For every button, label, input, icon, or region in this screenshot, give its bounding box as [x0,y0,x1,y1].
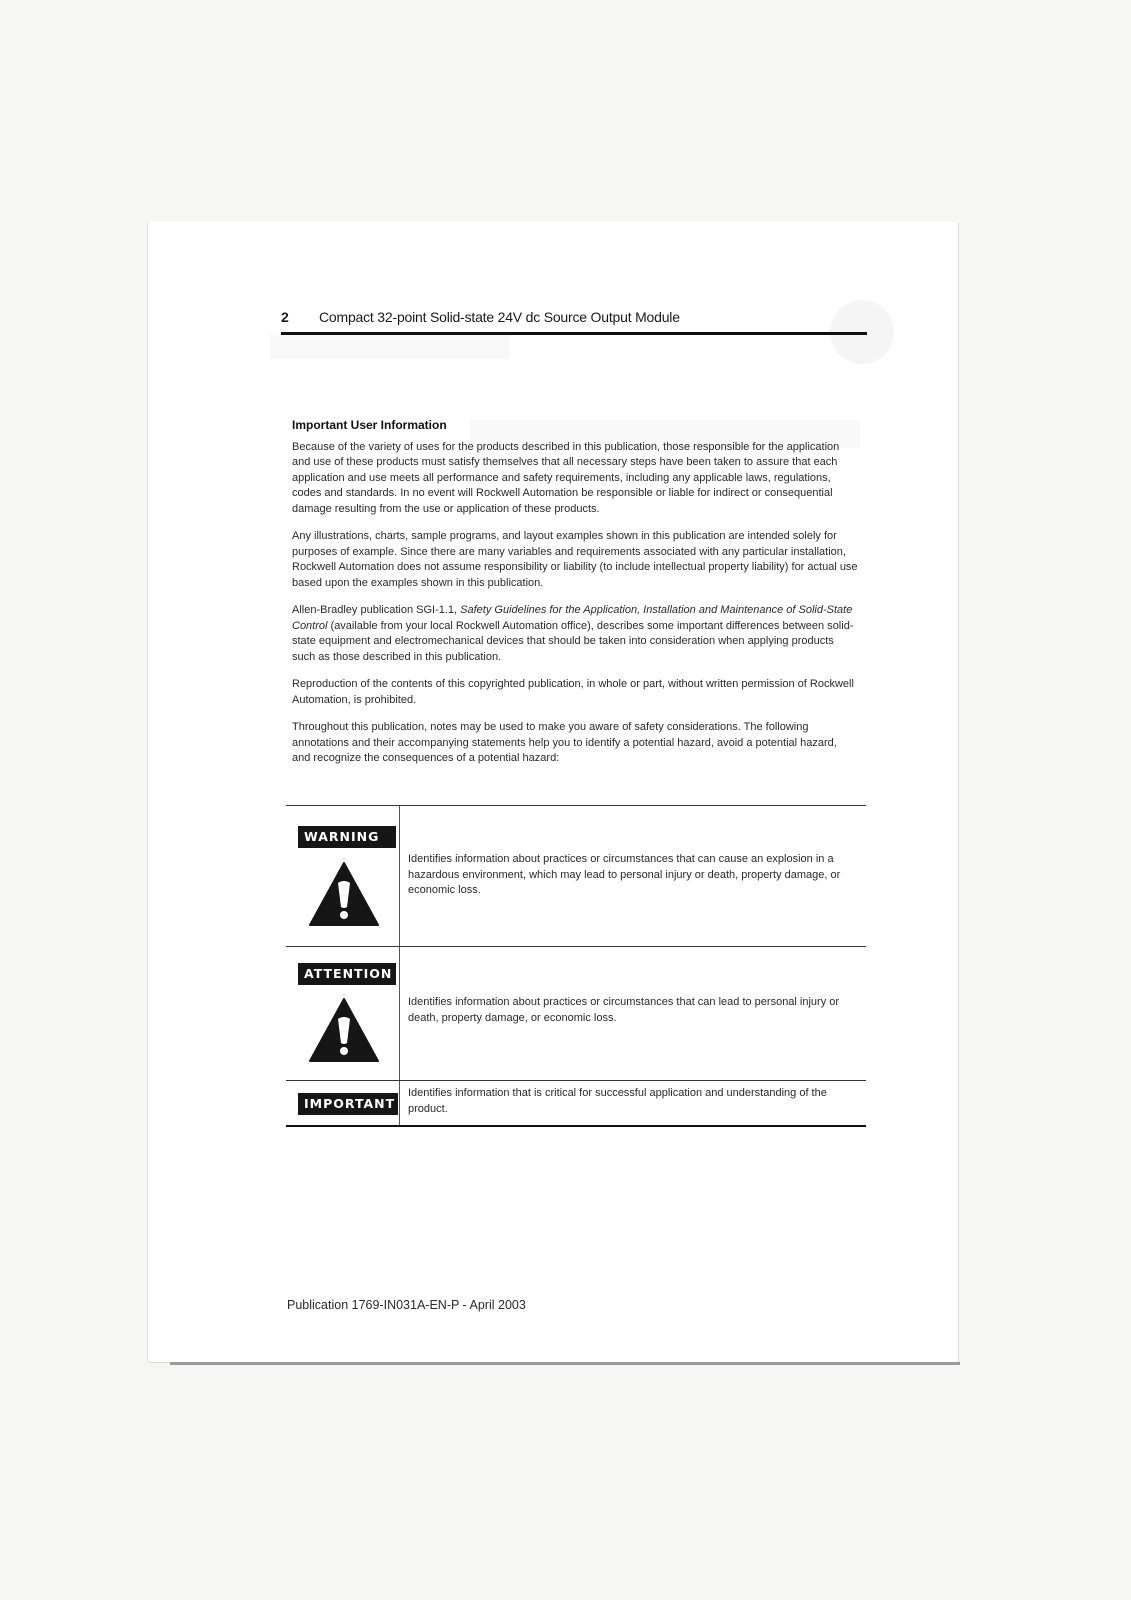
notice-table [286,805,866,1127]
document-page [148,222,958,1362]
safety-guidelines-title: Safety Guidelines for the Application, Installation and Maintenance of Solid-State Control [292,604,853,632]
warning-text: Identifies information about practices or circumstances that can cause an explosion in a hazardous environment, which may lead to personal injury or death, property damage, or economic loss. [408,853,841,896]
important-text: Identifies information that is critical for successful application and understanding of the product. [408,1087,827,1115]
important-badge: IMPORTANT [298,1093,398,1115]
paragraph-annotations: Throughout this publication, notes may be used to make you aware of safety considerations. The following annotations and their accompanying statements help you to identify a potential hazard, avoid a potential hazard, and recognize the consequences of a potential hazard: [292,721,837,764]
page-edge-shadow [170,1362,960,1365]
notice-row-important [286,1080,866,1127]
notice-row-attention [286,946,866,1080]
notice-label-cell [286,1081,400,1125]
warning-triangle-icon [308,997,380,1063]
publication-footer: Publication 1769-IN031A-EN-P - April 2003 [287,1298,526,1312]
paragraph-safety-suffix: (available from your local Rockwell Automation office), describes some important differences between solid-state equipment and electromechanical devices that should be taken into consideration when applying products such as those described in this publication. [292,619,854,663]
page-number: 2 [281,309,289,325]
body-content [292,418,858,779]
attention-badge: ATTENTION [298,963,396,985]
warning-triangle-icon [308,861,380,927]
notice-label-cell [286,947,400,1080]
header-rule [281,332,867,335]
warning-badge: WARNING [298,826,396,848]
paragraph-safety-guidelines [292,603,858,665]
attention-text: Identifies information about practices or circumstances that can lead to personal injury or death, property damage, or economic loss. [408,996,840,1024]
paragraph-examples: Any illustrations, charts, sample programs, and layout examples shown in this publication are intended solely for purposes of example. Since there are many variables and requirements associated with any particular installation, Rockwell Automation does not assume responsibility or liability (to include intellectual property liability) for actual use based upon the examples shown in this publication. [292,530,858,589]
notice-label-cell [286,806,400,946]
notice-row-warning [286,805,866,946]
paragraph-safety-prefix: Allen-Bradley publication SGI-1.1, [292,604,461,616]
paragraph-reproduction: Reproduction of the contents of this copyrighted publication, in whole or part, without written permission of Rockwell Automation, is prohibited. [292,678,854,706]
header-title: Compact 32-point Solid-state 24V dc Source Output Module [319,309,680,325]
section-title: Important User Information [292,418,447,432]
paragraph-liability: Because of the variety of uses for the products described in this publication, those responsible for the application and use of these products must satisfy themselves that all necessary steps have been taken to assure that each application and use meets all performance and safety requirements, including any applicable laws, regulations, codes and standards. In no event will Rockwell Automation be responsible or liable for indirect or consequential damage resulting from the use or application of these products. [292,440,840,515]
